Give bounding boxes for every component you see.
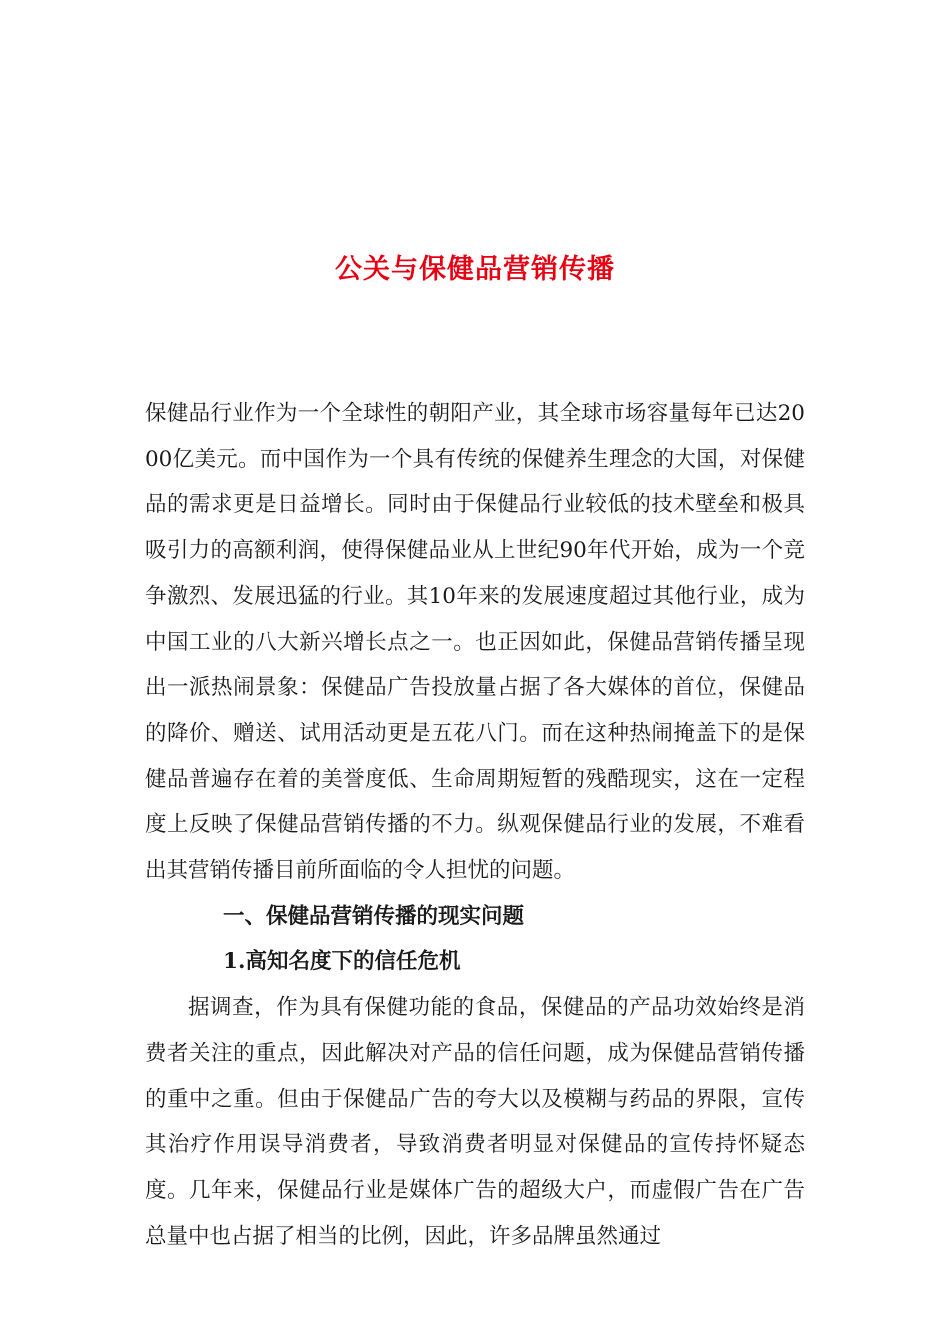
body-paragraph: 据调查，作为具有保健功能的食品，保健品的产品功效始终是消费者关注的重点，因此解决对产品的信任问题，成为保健品营销传播的重中之重。但由于保健品广告的夸大以及模糊与药品的界限，宣传其治疗作用误导消费者，导致消费者明显对保健品的宣传持怀疑态度。几年来，保健品行业是媒体广告的超级大户，而虚假广告在广告总量中也占据了相当的比例，因此，许多品牌虽然通过 [145, 995, 805, 1249]
subsection-heading: 1.高知名度下的信任危机 [223, 949, 461, 975]
intro-paragraph: 保健品行业作为一个全球性的朝阳产业，其全球市场容量每年已达2000亿美元。而中国作为一个具有传统的保健养生理念的大国，对保健品的需求更是日益增长。同时由于保健品行业较低的技术壁垒和极具吸引力的高额利润，使得保健品业从上世纪90年代开始，成为一个竞争激烈、发展迅猛的行业。其10年来的发展速度超过其他行业，成为中国工业的八大新兴增长点之一。也正因如此，保健品营销传播呈现出一派热闹景象：保健品广告投放量占据了各大媒体的首位，保健品的降价、赠送、试用活动更是五花八门。而在这种热闹掩盖下的是保健品普遍存在着的美誉度低、生命周期短暂的残酷现实，这在一定程度上反映了保健品营销传播的不力。纵观保健品行业的发展，不难看出其营销传播目前所面临的令人担忧的问题。 [145, 401, 805, 884]
section-heading: 一、保健品营销传播的现实问题 [223, 903, 525, 929]
document-title: 公关与保健品营销传播 [335, 254, 615, 285]
document-body [145, 391, 805, 1259]
